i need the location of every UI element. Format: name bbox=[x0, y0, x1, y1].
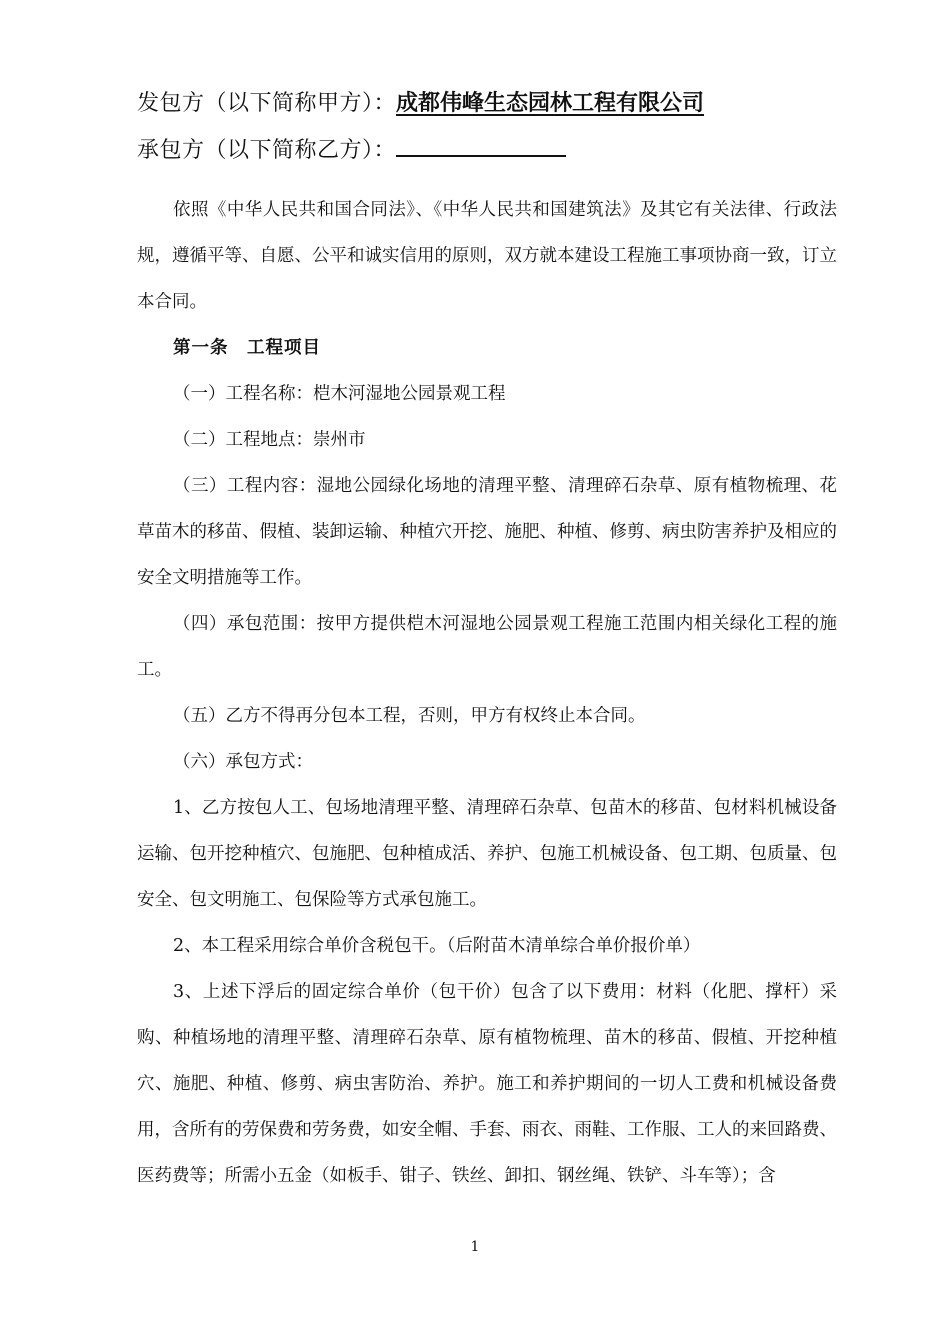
project-content-item: （三）工程内容：湿地公园绿化场地的清理平整、清理碎石杂草、原有植物梳理、花草苗木的移苗、假植、装卸运输、种植穴开挖、施肥、种植、修剪、病虫防害养护及相应的安全文明措施等工作。 bbox=[137, 476, 837, 588]
party-b-label: 承包方（以下简称乙方）： bbox=[137, 138, 397, 163]
contract-method-point-1: 1、乙方按包人工、包场地清理平整、清理碎石杂草、包苗木的移苗、包材料机械设备运输、包开挖种植穴、包施肥、包种植成活、养护、包施工机械设备、包工期、包质量、包安全、包文明施工、包保险等方式承包施工。 bbox=[137, 798, 837, 910]
no-subcontract-item: （五）乙方不得再分包本工程，否则，甲方有权终止本合同。 bbox=[173, 706, 646, 726]
preamble-paragraph: 依照《中华人民共和国合同法》、《中华人民共和国建筑法》及其它有关法律、行政法规，遵循平等、自愿、公平和诚实信用的原则，双方就本建设工程施工事项协商一致，订立本合同。 bbox=[137, 200, 837, 312]
party-b-line bbox=[137, 135, 566, 166]
contract-scope-item: （四）承包范围：按甲方提供桤木河湿地公园景观工程施工范围内相关绿化工程的施工。 bbox=[137, 614, 837, 680]
party-a-label: 发包方（以下简称甲方）： bbox=[137, 91, 397, 116]
project-location-item: （二）工程地点：崇州市 bbox=[173, 430, 366, 450]
party-a-company-name: 成都伟峰生态园林工程有限公司 bbox=[396, 91, 705, 116]
project-name-item: （一）工程名称：桤木河湿地公园景观工程 bbox=[173, 384, 506, 404]
contract-method-heading: （六）承包方式： bbox=[173, 752, 313, 772]
party-b-blank-field bbox=[396, 135, 566, 157]
contract-method-point-3: 3、上述下浮后的固定综合单价（包干价）包含了以下费用：材料（化肥、撑杆）采购、种植场地的清理平整、清理碎石杂草、原有植物梳理、苗木的移苗、假植、开挖种植穴、施肥、种植、修剪、病虫害防治、养护。施工和养护期间的一切人工费和机械设备费用，含所有的劳保费和劳务费，如安全帽、手套、雨衣、雨鞋、工作服、工人的来回路费、医药费等；所需小五金（如板手、钳子、铁丝、卸扣、钢丝绳、铁铲、斗车等）；含 bbox=[137, 982, 837, 1186]
contract-body bbox=[137, 187, 837, 1199]
contract-method-point-2: 2、本工程采用综合单价含税包干。（后附苗木清单综合单价报价单） bbox=[173, 936, 701, 956]
article-1-heading: 第一条 工程项目 bbox=[173, 338, 321, 358]
page-number: 1 bbox=[470, 1239, 480, 1255]
party-a-line bbox=[137, 89, 704, 119]
